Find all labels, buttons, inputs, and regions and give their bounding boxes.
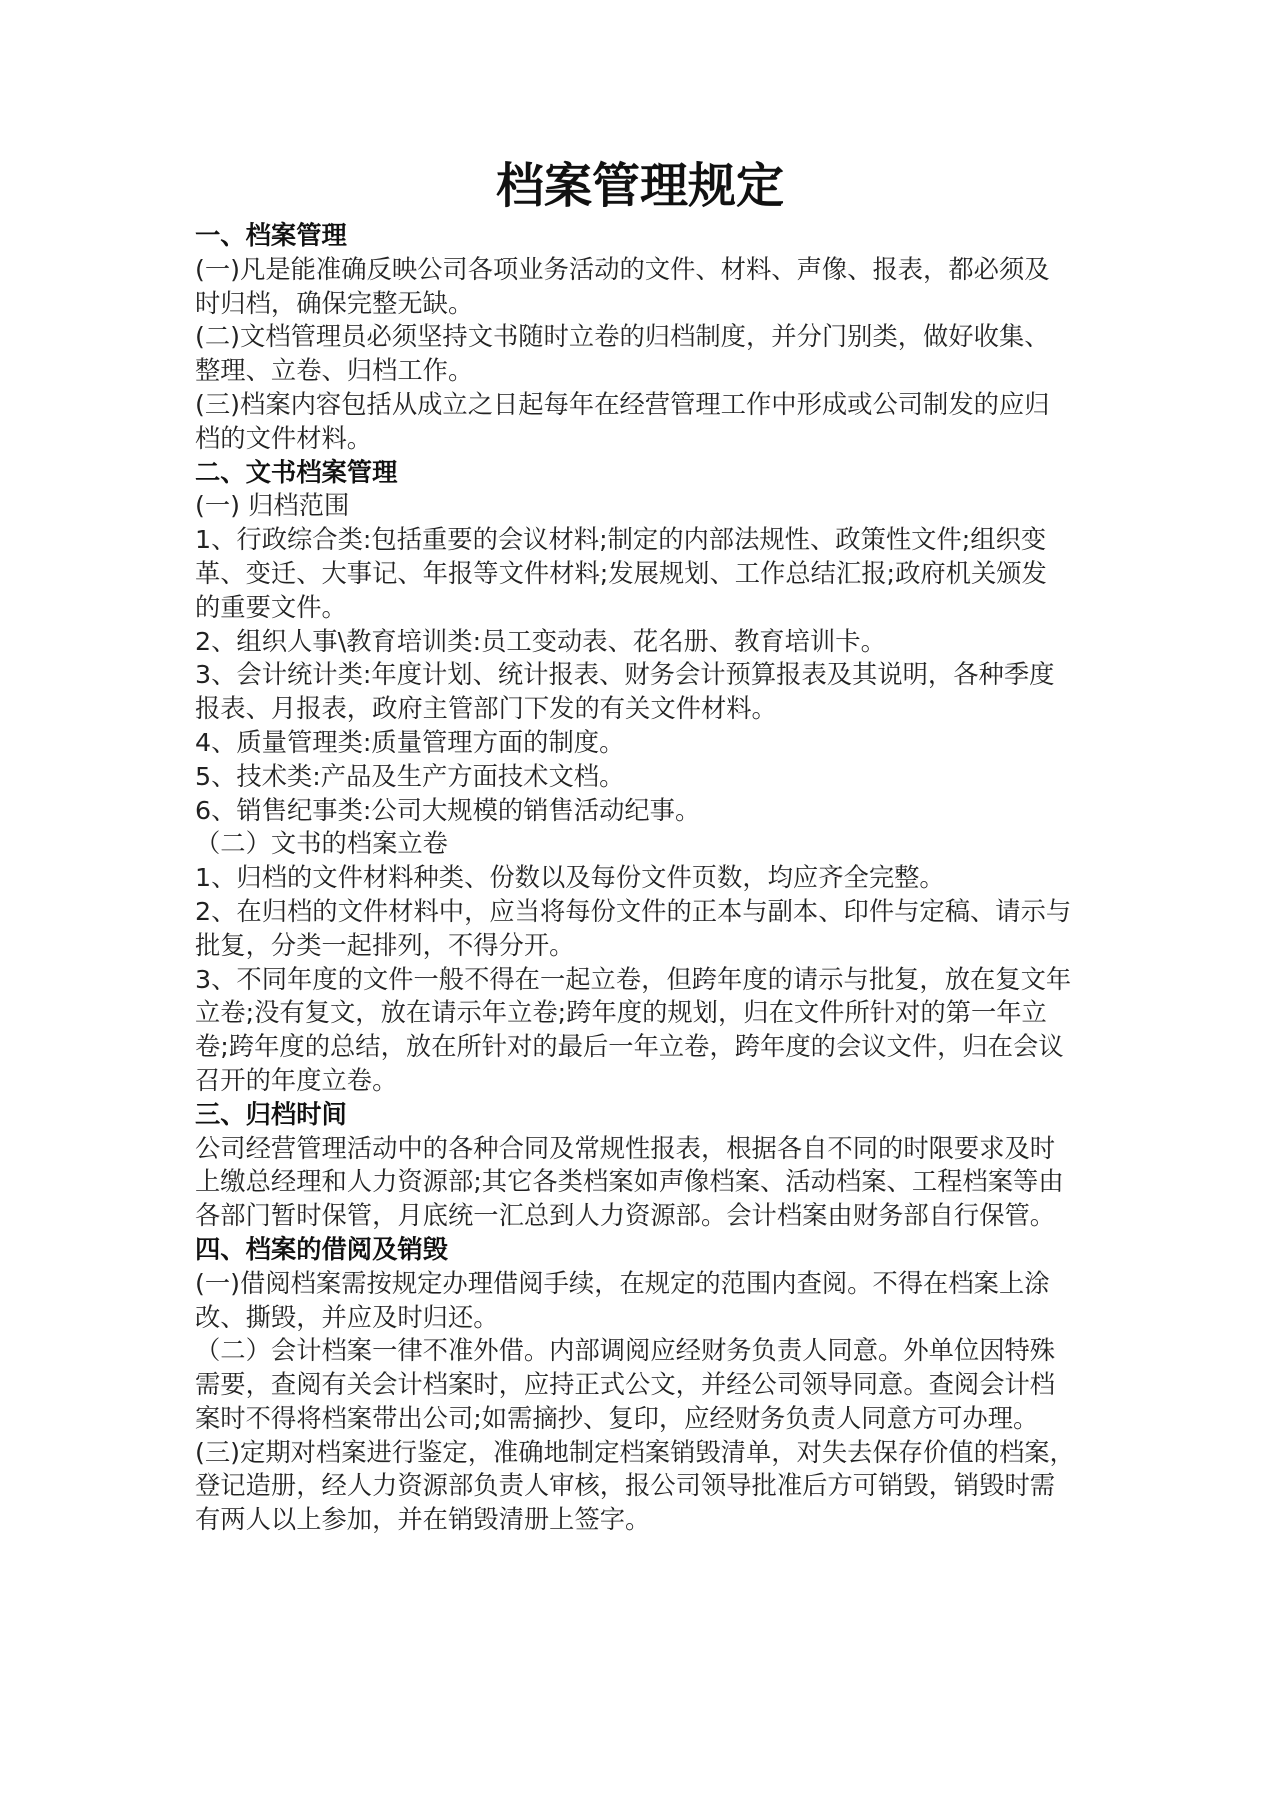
text-line: 公司经营管理活动中的各种合同及常规性报表，根据各自不同的时限要求及时 — [195, 1133, 1056, 1163]
section-heading — [195, 1233, 1095, 1267]
text-line: 各部门暂时保管，月底统一汇总到人力资源部。会计档案由财务部自行保管。 — [195, 1201, 1056, 1231]
text-line: （二）会计档案一律不准外借。内部调阅应经财务负责人同意。外单位因特殊 — [195, 1336, 1056, 1366]
text-line: 三、归档时间 — [195, 1099, 347, 1129]
text-line: 档的文件材料。 — [195, 423, 373, 453]
text-line: 革、变迁、大事记、年报等文件材料;发展规划、工作总结汇报;政府机关颁发 — [195, 558, 1047, 588]
paragraph — [195, 760, 1095, 794]
paragraph — [195, 895, 1095, 963]
text-line: 6、销售纪事类:公司大规模的销售活动纪事。 — [195, 795, 701, 825]
text-line: 报表、月报表，政府主管部门下发的有关文件材料。 — [195, 694, 777, 724]
text-line: 的重要文件。 — [195, 592, 347, 622]
paragraph — [195, 658, 1095, 726]
text-line: 批复，分类一起排列，不得分开。 — [195, 930, 575, 960]
text-line: (二)文档管理员必须坚持文书随时立卷的归档制度，并分门别类，做好收集、 — [195, 322, 1050, 352]
text-line: 1、归档的文件材料种类、份数以及每份文件页数，均应齐全完整。 — [195, 863, 945, 893]
document-title: 档案管理规定 — [495, 158, 784, 214]
paragraph — [195, 489, 1095, 523]
paragraph — [195, 1132, 1095, 1233]
paragraph — [195, 827, 1095, 861]
text-line: 二、文书档案管理 — [195, 457, 398, 487]
text-line: （二）文书的档案立卷 — [195, 829, 448, 859]
text-line: 4、质量管理类:质量管理方面的制度。 — [195, 727, 625, 757]
text-line: 卷;跨年度的总结，放在所针对的最后一年立卷，跨年度的会议文件，归在会议 — [195, 1032, 1064, 1062]
text-line: 立卷;没有复文，放在请示年立卷;跨年度的规划，归在文件所针对的第一年立 — [195, 998, 1047, 1028]
paragraph — [195, 1267, 1095, 1335]
paragraph — [195, 963, 1095, 1098]
text-line: 上缴总经理和人力资源部;其它各类档案如声像档案、活动档案、工程档案等由 — [195, 1167, 1064, 1197]
text-line: (三)定期对档案进行鉴定，准确地制定档案销毁清单，对失去保存价值的档案， — [195, 1437, 1075, 1467]
text-line: 2、组织人事\教育培训类:员工变动表、花名册、教育培训卡。 — [195, 626, 886, 656]
paragraph — [195, 861, 1095, 895]
text-line: 一、档案管理 — [195, 221, 347, 250]
text-line: (三)档案内容包括从成立之日起每年在经营管理工作中形成或公司制发的应归 — [195, 389, 1050, 419]
paragraph — [195, 726, 1095, 760]
paragraph — [195, 794, 1095, 828]
text-line: (一)凡是能准确反映公司各项业务活动的文件、材料、声像、报表，都必须及 — [195, 254, 1050, 284]
paragraph — [195, 523, 1095, 624]
paragraph — [195, 1436, 1095, 1537]
text-line: 1、行政综合类:包括重要的会议材料;制定的内部法规性、政策性文件;组织变 — [195, 525, 1047, 555]
text-line: 有两人以上参加，并在销毁清册上签字。 — [195, 1505, 651, 1535]
text-line: 时归档，确保完整无缺。 — [195, 288, 474, 318]
paragraph — [195, 625, 1095, 659]
text-line: 登记造册，经人力资源部负责人审核，报公司领导批准后方可销毁，销毁时需 — [195, 1471, 1056, 1501]
text-line: 整理、立卷、归档工作。 — [195, 356, 474, 386]
section-heading — [195, 456, 1095, 490]
text-line: 2、在归档的文件材料中，应当将每份文件的正本与副本、印件与定稿、请示与 — [195, 896, 1072, 926]
paragraph — [195, 1334, 1095, 1435]
text-line: 3、不同年度的文件一般不得在一起立卷，但跨年度的请示与批复，放在复文年 — [195, 964, 1072, 994]
text-line: 3、会计统计类:年度计划、统计报表、财务会计预算报表及其说明，各种季度 — [195, 660, 1055, 690]
text-line: 案时不得将档案带出公司;如需摘抄、复印，应经财务负责人同意方可办理。 — [195, 1403, 1039, 1433]
paragraph — [195, 253, 1095, 321]
text-line: 四、档案的借阅及销毁 — [195, 1234, 448, 1264]
text-line: (一) 归档范围 — [195, 491, 350, 521]
text-line: 5、技术类:产品及生产方面技术文档。 — [195, 761, 625, 791]
document-body — [195, 219, 1095, 1537]
paragraph — [195, 388, 1095, 456]
text-line: 召开的年度立卷。 — [195, 1065, 398, 1095]
section-heading — [195, 1098, 1095, 1132]
paragraph — [195, 320, 1095, 388]
section-heading — [195, 219, 1095, 253]
text-line: (一)借阅档案需按规定办理借阅手续，在规定的范围内查阅。不得在档案上涂 — [195, 1268, 1050, 1298]
text-line: 需要，查阅有关会计档案时，应持正式公文，并经公司领导同意。查阅会计档 — [195, 1370, 1056, 1400]
text-line: 改、撕毁，并应及时归还。 — [195, 1302, 499, 1332]
